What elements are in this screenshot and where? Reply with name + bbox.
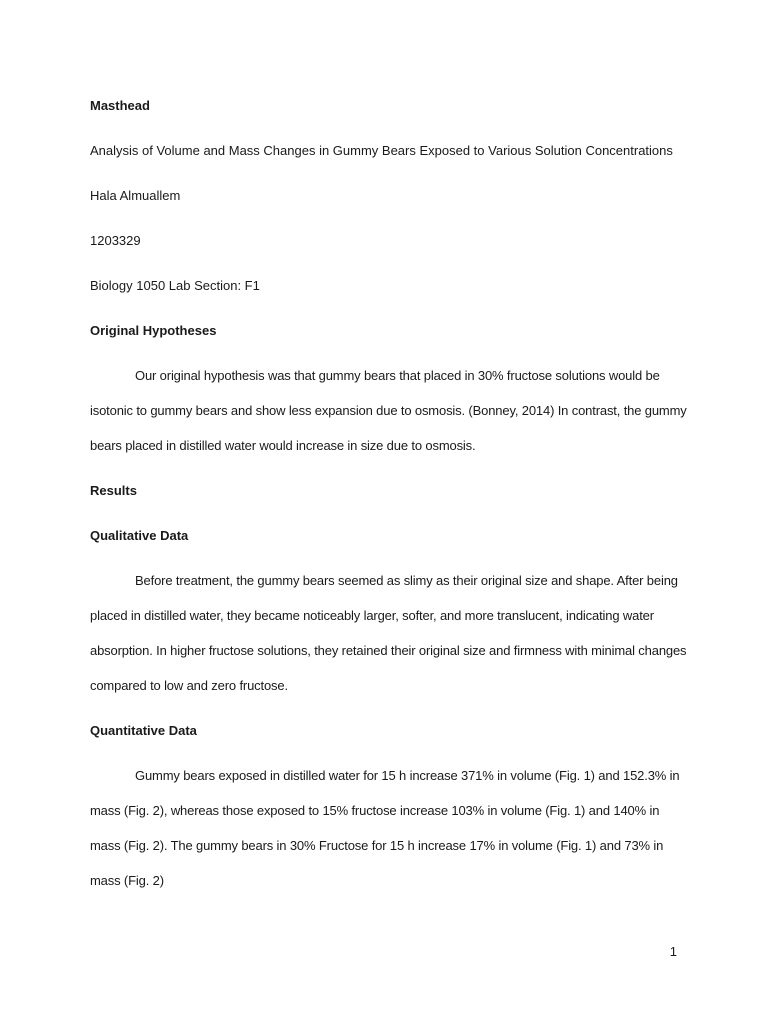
qualitative-paragraph: Before treatment, the gummy bears seemed as slimy as their original size and shape. After being placed in distilled water, they became noticeably larger, softer, and more translucent, indicating water absorption. In higher fructose solutions, they retained their original size and firmness with minimal changes compared to low and zero fructose. [90,573,687,693]
hypotheses-paragraph: Our original hypothesis was that gummy bears that placed in 30% fructose solutions would be isotonic to gummy bears and show less expansion due to osmosis. (Bonney, 2014) In contrast, the gummy bears placed in distilled water would increase in size due to osmosis. [90,368,687,453]
masthead-heading: Masthead [90,98,150,113]
quantitative-heading: Quantitative Data [90,723,197,738]
qualitative-heading: Qualitative Data [90,528,189,543]
author-name: Hala Almuallem [90,188,181,203]
results-heading: Results [90,483,137,498]
quantitative-paragraph: Gummy bears exposed in distilled water for 15 h increase 371% in volume (Fig. 1) and 152.3% in mass (Fig. 2), whereas those exposed to 15% fructose increase 103% in volume (Fig. 1) and 140% in mass (Fig. 2). The gummy bears in 30% Fructose for 15 h increase 17% in volume (Fig. 1) and 73% in mass (Fig. 2) [90,768,680,888]
document-body [90,88,690,898]
document-title: Analysis of Volume and Mass Changes in Gummy Bears Exposed to Various Solution Concentrations [90,143,673,158]
student-id: 1203329 [90,233,141,248]
hypotheses-heading: Original Hypotheses [90,323,217,338]
page-number: 1 [669,944,677,959]
course-section: Biology 1050 Lab Section: F1 [90,278,260,293]
